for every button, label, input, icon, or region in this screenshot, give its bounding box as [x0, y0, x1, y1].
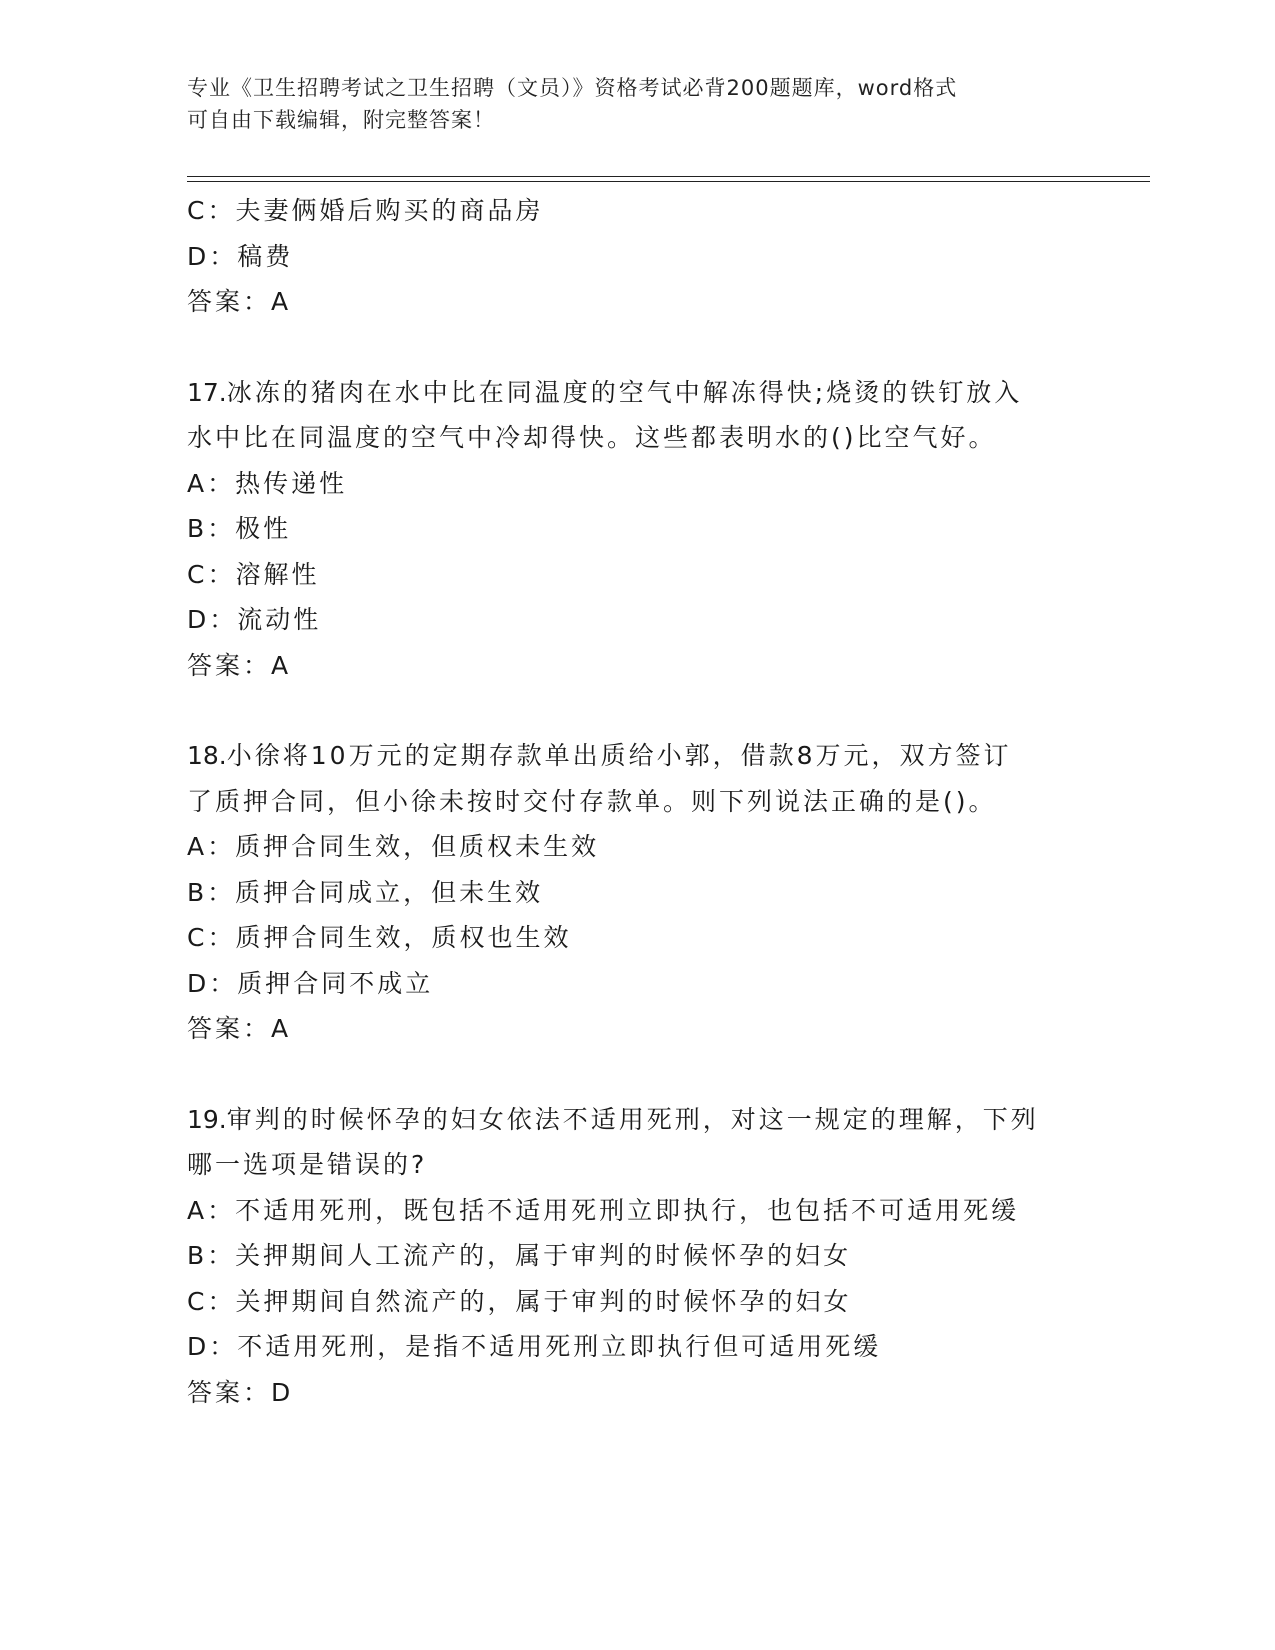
option-text: 夫妻俩婚后购买的商品房 — [235, 196, 544, 225]
answer-line: 答案：A — [187, 287, 292, 316]
option-text: 质押合同不成立 — [237, 968, 434, 998]
option-label: D： — [187, 968, 238, 998]
option-label: A： — [187, 832, 236, 861]
option-text: 不适用死刑，是指不适用死刑立即执行但可适用死缓 — [237, 1332, 882, 1361]
option-label: B： — [187, 514, 236, 543]
header-rule-bottom — [187, 181, 1150, 182]
question-list — [187, 188, 1087, 1415]
question-stem-text: 冰冻的猪肉在水中比在同温度的空气中解冻得快;烧烫的铁钉放入 — [226, 377, 1023, 407]
option-label: D： — [187, 241, 238, 271]
option-c — [187, 915, 1087, 961]
header-line-2: 可自由下载编辑，附完整答案！ — [187, 108, 495, 132]
option-label: D： — [187, 1332, 238, 1361]
question-stem-line-2: 了质押合同，但小徐未按时交付存款单。则下列说法正确的是()。 — [187, 786, 997, 816]
question-17 — [187, 370, 1087, 689]
option-text: 溶解性 — [235, 559, 320, 589]
option-label: C： — [187, 196, 236, 225]
option-d — [187, 597, 1087, 643]
question-stem-line-1 — [187, 733, 1087, 779]
option-text: 质押合同生效，但质权未生效 — [235, 832, 600, 861]
option-label: D： — [187, 605, 238, 634]
document-header — [187, 72, 1067, 136]
question-number: 17. — [187, 377, 227, 407]
option-c — [187, 552, 1087, 598]
option-text: 关押期间人工流产的，属于审判的时候怀孕的妇女 — [235, 1241, 852, 1270]
header-line-1: 专业《卫生招聘考试之卫生招聘（文员）》资格考试必背200题题库，word格式 — [187, 76, 958, 100]
option-a — [187, 824, 1087, 870]
prev-question — [187, 188, 1087, 325]
option-label: C： — [187, 559, 236, 589]
option-d — [187, 234, 1087, 280]
option-b — [187, 506, 1087, 552]
option-label: B： — [187, 1241, 236, 1270]
option-text: 不适用死刑，既包括不适用死刑立即执行，也包括不可适用死缓 — [235, 1195, 1020, 1225]
option-text: 热传递性 — [235, 468, 348, 498]
question-stem-line-1 — [187, 1097, 1087, 1143]
option-text: 质押合同成立，但未生效 — [235, 877, 544, 907]
option-d — [187, 961, 1087, 1007]
option-label: C： — [187, 1286, 236, 1316]
question-number: 18. — [187, 741, 227, 770]
answer-line: 答案：D — [187, 1377, 294, 1407]
option-b — [187, 1233, 1087, 1279]
option-b — [187, 870, 1087, 916]
question-19 — [187, 1097, 1087, 1416]
answer-line: 答案：A — [187, 1014, 292, 1043]
question-stem-text: 小徐将10万元的定期存款单出质给小郭，借款8万元，双方签订 — [226, 741, 1012, 770]
header-rule-top — [187, 176, 1150, 177]
question-number: 19. — [187, 1104, 227, 1134]
question-stem-line-1 — [187, 370, 1087, 416]
question-stem-text: 审判的时候怀孕的妇女依法不适用死刑，对这一规定的理解，下列 — [226, 1104, 1039, 1134]
answer-line: 答案：A — [187, 650, 292, 680]
question-18 — [187, 733, 1087, 1052]
question-stem-line-2: 水中比在同温度的空气中冷却得快。这些都表明水的()比空气好。 — [187, 423, 997, 452]
option-a — [187, 461, 1087, 507]
option-text: 流动性 — [237, 605, 322, 634]
option-a — [187, 1188, 1087, 1234]
option-c — [187, 188, 1087, 234]
option-text: 质押合同生效，质权也生效 — [235, 923, 572, 952]
option-text: 稿费 — [237, 241, 294, 271]
option-label: A： — [187, 468, 236, 498]
option-text: 极性 — [235, 514, 292, 543]
option-text: 关押期间自然流产的，属于审判的时候怀孕的妇女 — [235, 1286, 852, 1316]
question-stem-line-2: 哪一选项是错误的? — [187, 1150, 428, 1179]
option-label: A： — [187, 1195, 236, 1225]
option-label: B： — [187, 877, 236, 907]
option-label: C： — [187, 923, 236, 952]
option-d — [187, 1324, 1087, 1370]
option-c — [187, 1279, 1087, 1325]
